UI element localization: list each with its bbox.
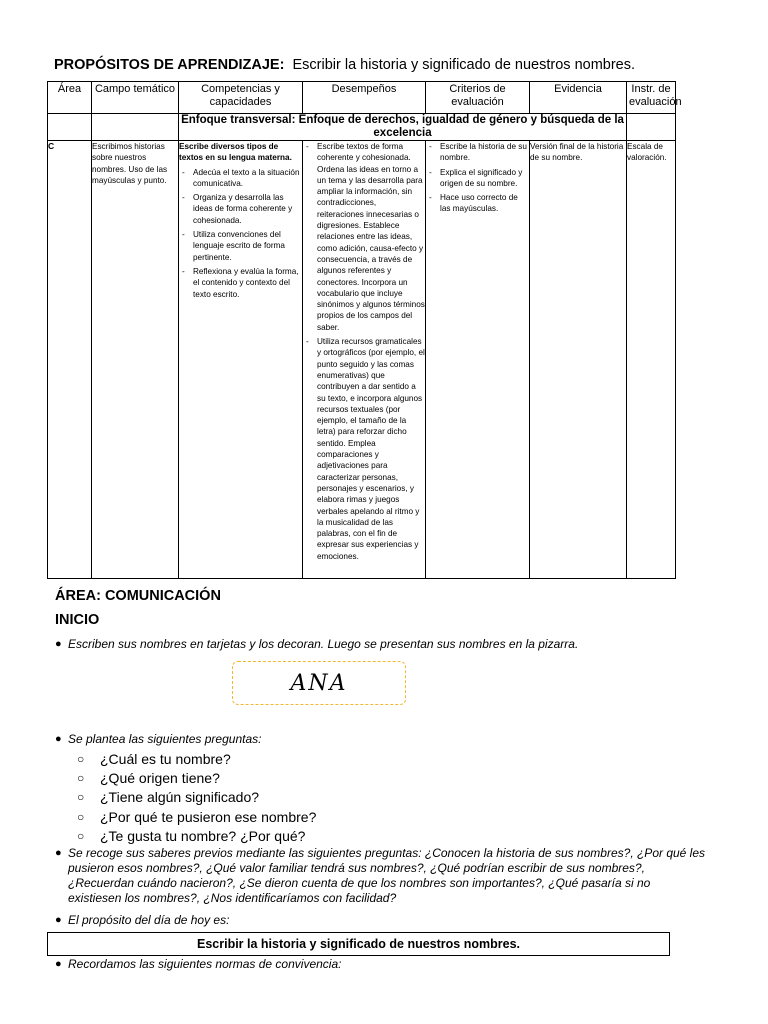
bullet-item: ● Recordamos las siguientes normas de convivencia: — [55, 957, 342, 971]
inicio-title: INICIO — [55, 612, 100, 628]
name-card: ANA — [232, 661, 406, 705]
list-item: ○ ¿Por qué te pusieron ese nombre? — [77, 808, 316, 827]
col-header-competencias: Competencias y capacidades — [179, 82, 303, 114]
list-item: - Utiliza convenciones del lenguaje escrito de forma pertinente. — [179, 229, 302, 263]
col-header-evidencia: Evidencia — [530, 82, 627, 114]
bullet-item: ● Se plantea las siguientes preguntas: — [55, 732, 262, 746]
col-header-desempenos: Desempeños — [303, 82, 426, 114]
competencia-intro: Escribe diversos tipos de textos en su lengua materna. — [179, 142, 292, 163]
list-item: - Explica el significado y origen de su nombre. — [426, 167, 529, 190]
list-item: - Escribe la historia de su nombre. — [426, 141, 529, 164]
cell-instrumento: Escala de valoración. — [627, 141, 676, 579]
col-header-area: Área — [48, 82, 92, 114]
cell-area: C — [48, 141, 92, 579]
area-title: ÁREA: COMUNICACIÓN — [55, 588, 221, 604]
bullet-icon: ● — [55, 914, 62, 926]
list-item: - Organiza y desarrolla las ideas de forma coherente y cohesionada. — [179, 192, 302, 226]
purpose-box: Escribir la historia y significado de nuestros nombres. — [47, 932, 670, 956]
list-item: ○ ¿Cuál es tu nombre? — [77, 750, 316, 769]
table-row — [48, 141, 676, 579]
bullet-item: ● Escriben sus nombres en tarjetas y los decoran. Luego se presentan sus nombres en la pizarra. — [55, 637, 579, 651]
circle-bullet-icon: ○ — [77, 752, 85, 766]
learning-plan-table — [47, 81, 682, 579]
cell-evidencia: Versión final de la historia de su nombre. — [530, 141, 627, 579]
enfoque-transversal: Enfoque transversal: Enfoque de derechos, igualdad de género y búsqueda de la excelencia — [179, 114, 627, 141]
cell-desempenos — [303, 141, 426, 579]
header-text: Escribir la historia y significado de nuestros nombres. — [292, 57, 636, 73]
list-item: - Adecúa el texto a la situación comunicativa. — [179, 167, 302, 190]
header-label: PROPÓSITOS DE APRENDIZAJE: — [54, 57, 285, 73]
bullet-icon: ● — [55, 958, 62, 970]
list-item: - Reflexiona y evalúa la forma, el contenido y contexto del texto escrito. — [179, 266, 302, 300]
col-header-criterios: Criterios de evaluación — [426, 82, 530, 114]
bullet-icon: ● — [55, 733, 62, 745]
table-header-row — [48, 82, 676, 114]
enfoque-row — [48, 114, 676, 141]
questions-list — [77, 750, 316, 846]
cell-campo: Escribimos historias sobre nuestros nombres. Uso de las mayúsculas y punto. — [92, 141, 179, 579]
cell-competencias — [179, 141, 303, 579]
circle-bullet-icon: ○ — [77, 809, 85, 824]
list-item: ○ ¿Qué origen tiene? — [77, 769, 316, 788]
col-header-campo: Campo temático — [92, 82, 179, 114]
col-header-instrumento: Instr. de evaluación — [627, 82, 676, 114]
bullet-icon: ● — [55, 847, 62, 859]
cell-criterios — [426, 141, 530, 579]
circle-bullet-icon: ○ — [77, 771, 85, 786]
page-header — [54, 57, 635, 73]
circle-bullet-icon: ○ — [77, 790, 85, 805]
bullet-icon: ● — [55, 638, 62, 650]
circle-bullet-icon: ○ — [77, 828, 85, 843]
list-item: - Utiliza recursos gramaticales y ortográficos (por ejemplo, el punto seguido y las comas enumerativas) que contribuyen a dar sentido a su texto, e incorpora algunos recursos textuales (por ejemplo, el tamaño de la letra) para reforzar dicho sentido. Emplea comparaciones y adjetivaciones para caracterizar personas, personajes y escenarios, y elabora rimas y juegos verbales apelando al ritmo y la musicalidad de las palabras, con el fin de expresar sus experiencias y emociones. — [303, 336, 425, 562]
list-item: ○ ¿Tiene algún significado? — [77, 788, 316, 807]
bullet-item: ● Se recoge sus saberes previos mediante las siguientes preguntas: ¿Conocen la historia de sus nombres?, ¿Por qué les pusieron esos nombres?, ¿Qué valor familiar tendrá sus nombres?, ¿Qué podrían escribir de sus nombres?, ¿Recuerdan cuándo nacieron?, ¿Se dieron cuenta de que los nombres son importantes?, ¿Qué pasaría si no existiesen los nombres?, ¿Nos identificaríamos con facilidad? — [55, 846, 706, 905]
list-item: - Escribe textos de forma coherente y cohesionada. Ordena las ideas en torno a un tema y las desarrolla para ampliar la información, sin contradicciones, reiteraciones innecesarias o digresiones. Establece relaciones entre las ideas, como adición, causa-efecto y consecuencia, a través de algunos referentes y conectores. Incorpora un vocabulario que incluye sinónimos y algunos términos propios de los campos del saber. — [303, 141, 425, 333]
bullet-item: ● El propósito del día de hoy es: — [55, 913, 230, 927]
list-item: - Hace uso correcto de las mayúsculas. — [426, 192, 529, 215]
list-item: ○ ¿Te gusta tu nombre? ¿Por qué? — [77, 827, 316, 846]
